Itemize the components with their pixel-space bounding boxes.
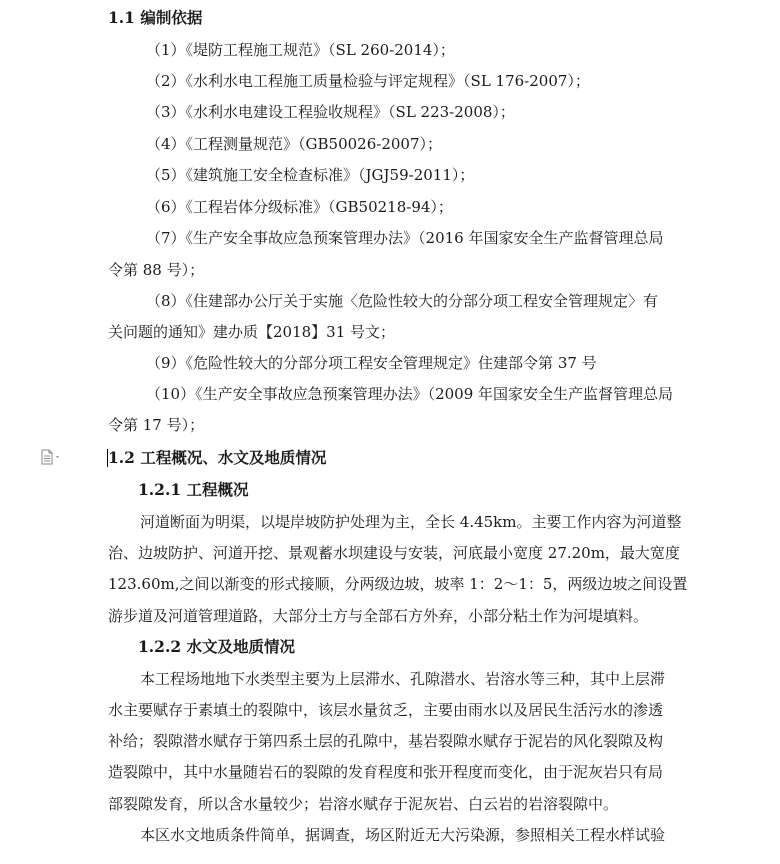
section-heading-1-2: 1.2 工程概况、水文及地质情况 bbox=[108, 448, 327, 467]
document-icon[interactable] bbox=[40, 449, 64, 465]
reference-item-continuation: 令第 88 号）； bbox=[108, 261, 205, 279]
reference-item: （2）《水利水电工程施工质量检验与评定规程》（SL 176-2007）； bbox=[146, 72, 590, 90]
reference-item: （4）《工程测量规范》（GB50026-2007）； bbox=[146, 135, 443, 153]
reference-item: （1）《堤防工程施工规范》（SL 260-2014）； bbox=[146, 41, 455, 59]
sub-heading-1-2-1: 1.2.1 工程概况 bbox=[138, 480, 249, 499]
paragraph-line: 部裂隙发育，所以含水量较少；岩溶水赋存于泥灰岩、白云岩的岩溶裂隙中。 bbox=[108, 795, 619, 813]
paragraph-line: 补给；裂隙潜水赋存于第四系土层的孔隙中，基岩裂隙水赋存于泥岩的风化裂隙及构 bbox=[108, 732, 664, 750]
paragraph-line: 水主要赋存于素填土的裂隙中，该层水量贫乏，主要由雨水以及居民生活污水的渗透 bbox=[108, 701, 664, 719]
section-heading-1-1: 1.1 编制依据 bbox=[108, 8, 203, 27]
paragraph-line: 本工程场地地下水类型主要为上层滞水、孔隙潜水、岩溶水等三种，其中上层滞 bbox=[140, 670, 666, 688]
sub-heading-1-2-2: 1.2.2 水文及地质情况 bbox=[138, 637, 296, 656]
paragraph-line: 造裂隙中，其中水量随岩石的裂隙的发育程度和张开程度而变化，由于泥灰岩只有局 bbox=[108, 763, 664, 781]
reference-item: （6）《工程岩体分级标准》（GB50218-94）； bbox=[146, 198, 453, 216]
paragraph-line: 游步道及河道管理道路，大部分土方与全部石方外弃，小部分粘土作为河堤填料。 bbox=[108, 607, 649, 625]
paragraph-line: 123.60m,之间以渐变的形式接顺，分两级边坡，坡率 1：2～1：5，两级边坡之间设置 bbox=[108, 575, 688, 593]
reference-item: （7）《生产安全事故应急预案管理办法》（2016 年国家安全生产监督管理总局 bbox=[146, 229, 664, 247]
paragraph-line: 治、边坡防护、河道开挖、景观蓄水坝建设与安装，河底最小宽度 27.20m，最大宽度 bbox=[108, 544, 680, 562]
reference-item: （5）《建筑施工安全检查标准》（JGJ59-2011）； bbox=[146, 166, 475, 184]
paragraph-line: 本区水文地质条件简单，据调查，场区附近无大污染源，参照相关工程水样试验 bbox=[140, 826, 666, 844]
reference-item: （3）《水利水电建设工程验收规程》（SL 223-2008）； bbox=[146, 103, 515, 121]
reference-item: （9）《危险性较大的分部分项工程安全管理规定》住建部令第 37 号 bbox=[146, 354, 597, 372]
reference-item-continuation: 关问题的通知》建办质【2018】31 号文； bbox=[108, 323, 396, 341]
reference-item-continuation: 令第 17 号）； bbox=[108, 416, 205, 434]
reference-item: （8）《住建部办公厅关于实施〈危险性较大的分部分项工程安全管理规定〉有 bbox=[146, 292, 659, 310]
reference-item: （10）《生产安全事故应急预案管理办法》（2009 年国家安全生产监督管理总局 bbox=[146, 385, 674, 403]
paragraph-line: 河道断面为明渠，以堤岸坡防护处理为主，全长 4.45km。主要工作内容为河道整 bbox=[140, 513, 682, 531]
